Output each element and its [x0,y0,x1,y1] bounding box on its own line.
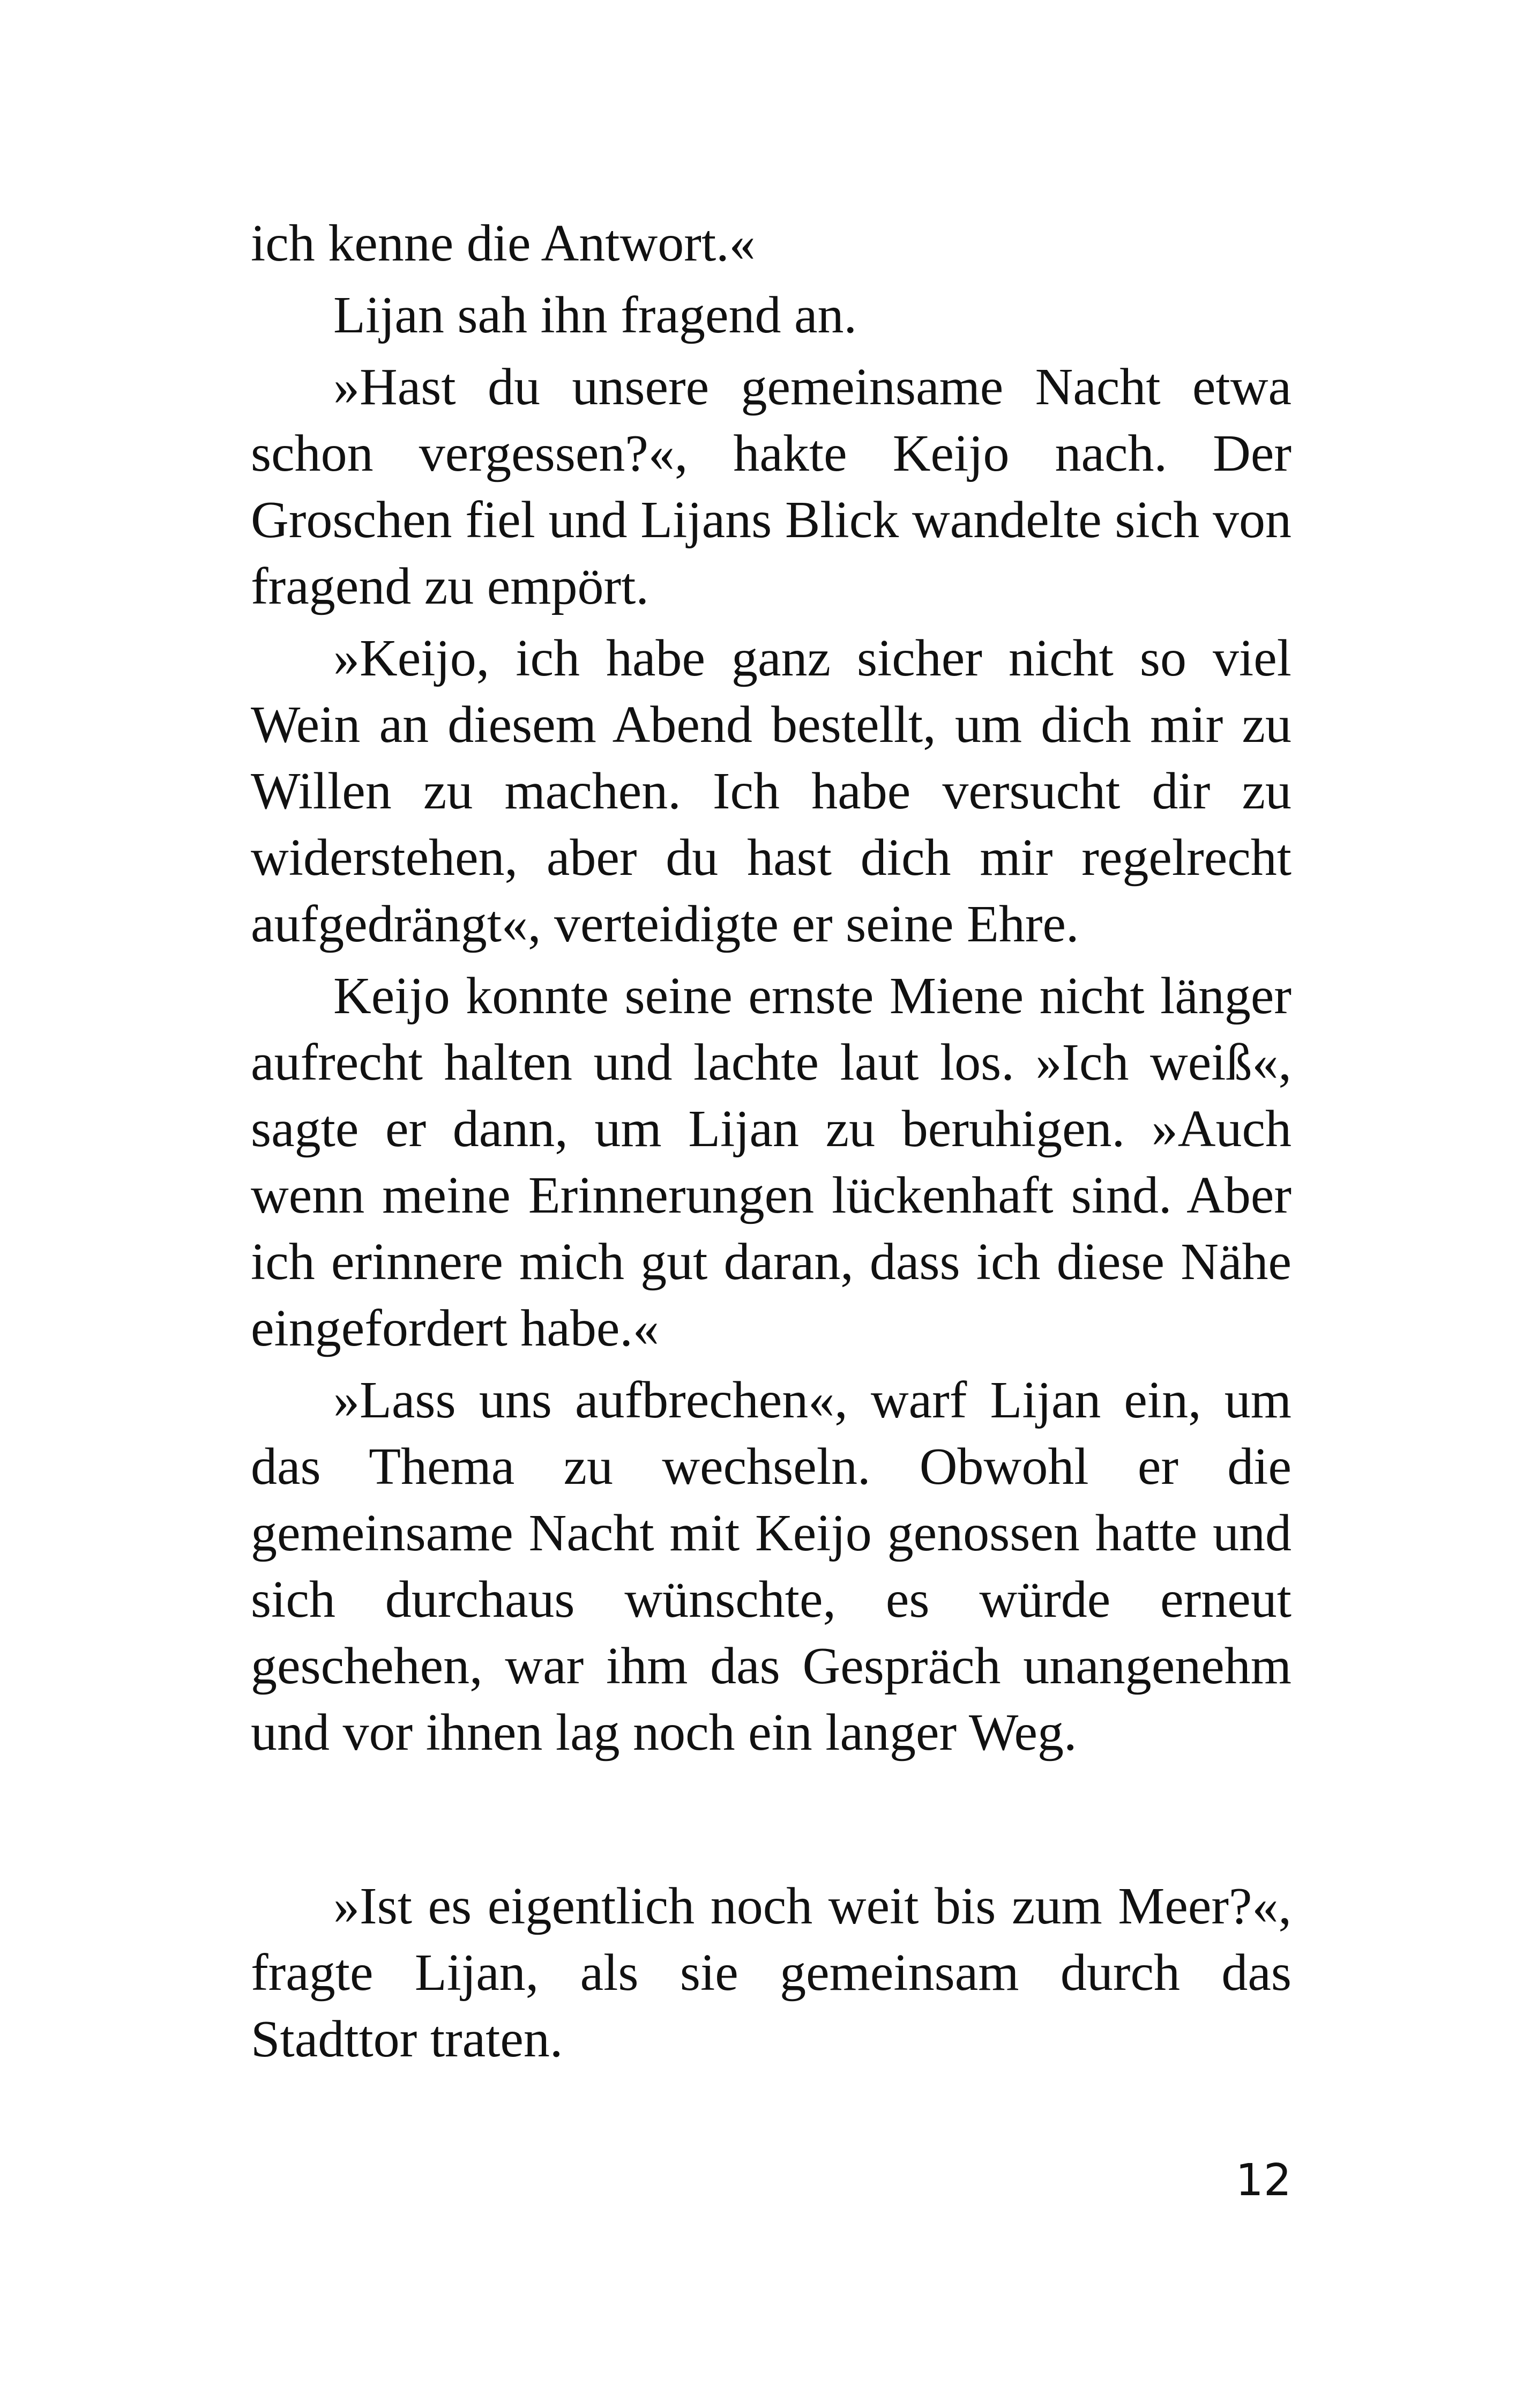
paragraph: »Lass uns aufbrechen«, warf Lijan ein, um das Thema zu wechseln. Obwohl er die gemeinsame Nacht mit Keijo genossen hatte und sich durchaus wünschte, es würde erneut geschehen, war ihm das Gespräch unangenehm und vor ihnen lag noch ein langer Weg. [251,1371,1291,1762]
paragraph: Keijo konnte seine ernste Miene nicht länger aufrecht halten und lachte laut los. »Ich weiß«, sagte er dann, um Lijan zu beruhigen. »Auch wenn meine Erinnerungen lückenhaft sind. Aber ich erinnere mich gut daran, dass ich diese Nähe eingefordert habe.« [251,967,1291,1357]
paragraph: »Keijo, ich habe ganz sicher nicht so viel Wein an diesem Abend bestellt, um dich mir zu Willen zu machen. Ich habe versucht dir zu widerstehen, aber du hast dich mir regelrecht aufgedrängt«, verteidigte er seine Ehre. [251,629,1291,953]
paragraph-continuation: ich kenne die Antwort.« [251,214,756,272]
paragraph-after-scene-break: »Ist es eigentlich noch weit bis zum Meer?«, fragte Lijan, als sie gemeinsam durch das Stadttor traten. [251,1877,1291,2068]
paragraph: Lijan sah ihn fragend an. [333,286,857,344]
page-number: 12 [1235,2155,1291,2206]
body-text [251,210,1291,2072]
paragraph: »Hast du unsere gemeinsame Nacht etwa schon vergessen?«, hakte Keijo nach. Der Groschen fiel und Lijans Blick wandelte sich von fragend zu empört. [251,358,1291,615]
